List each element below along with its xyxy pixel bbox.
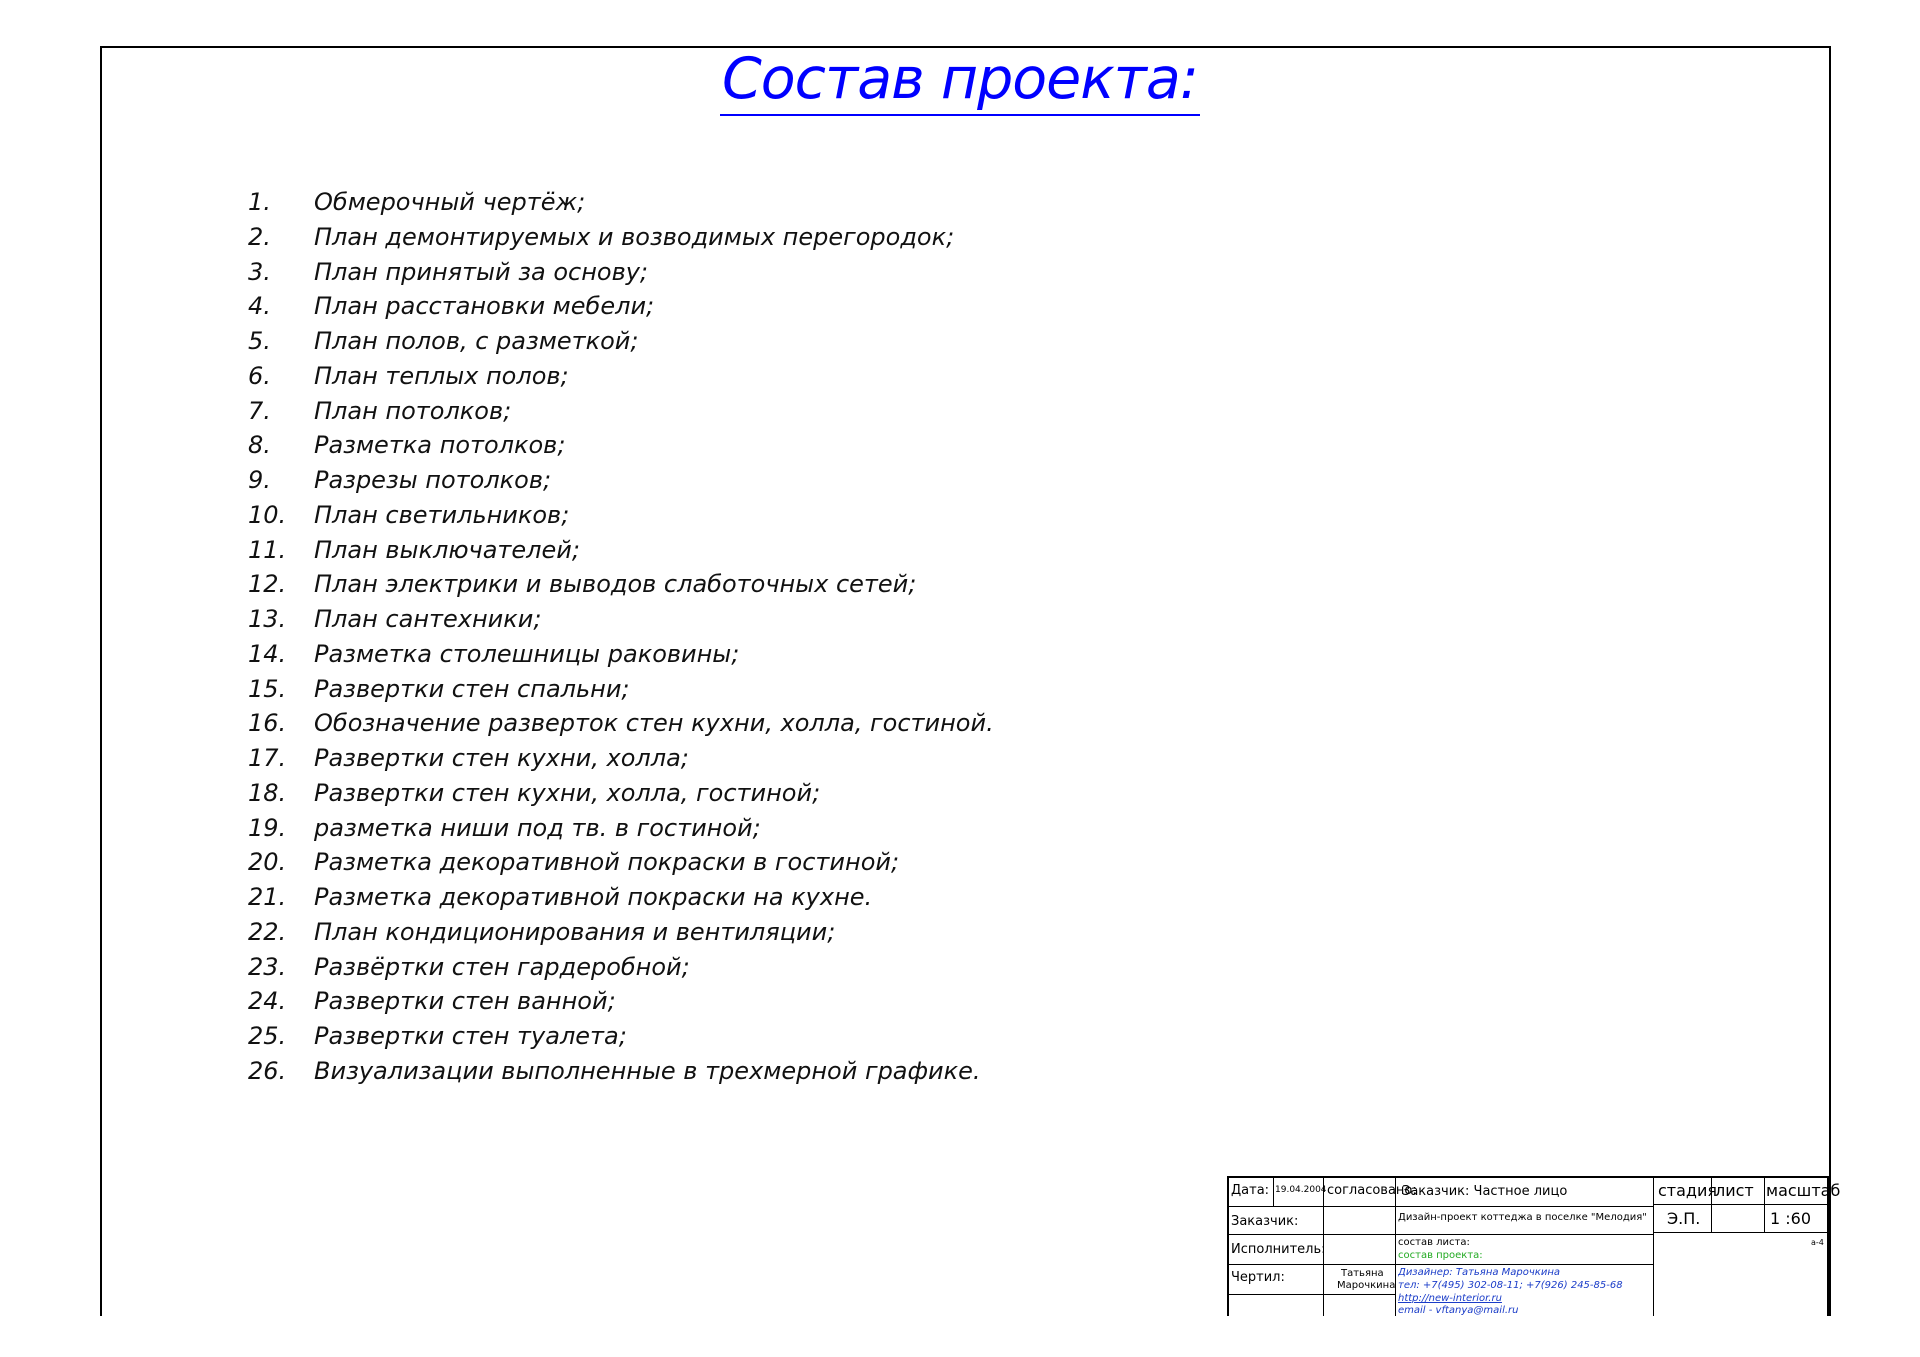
list-item-text: Разметка декоративной покраски на кухне. xyxy=(314,883,873,911)
list-item-number: 11. xyxy=(248,535,287,564)
page-title: Состав проекта: xyxy=(0,46,1920,116)
title-block xyxy=(1227,1176,1841,1316)
drawn-label: Чертил: xyxy=(1231,1270,1285,1285)
designer-line: Дизайнер: Татьяна Марочкина xyxy=(1398,1267,1560,1278)
list-item-text: Разметка декоративной покраски в гостиной; xyxy=(314,848,900,877)
list-item xyxy=(248,533,994,568)
list-item-number: 1. xyxy=(248,188,271,216)
list-item-number: 16. xyxy=(248,709,287,738)
list-item xyxy=(248,359,994,394)
sheet-content-value: состав проекта: xyxy=(1398,1250,1483,1261)
list-item xyxy=(248,741,994,776)
project-contents-list xyxy=(248,185,994,1089)
list-item xyxy=(248,428,994,463)
website-link[interactable]: http://new-interior.ru xyxy=(1398,1293,1502,1304)
list-item-text: План принятый за основу; xyxy=(314,257,649,286)
list-item xyxy=(248,289,994,324)
list-item xyxy=(248,1019,994,1054)
executor-label: Исполнитель: xyxy=(1231,1242,1326,1257)
list-item-number: 6. xyxy=(248,361,271,390)
list-item-number: 14. xyxy=(248,639,287,668)
scale-label: масштаб xyxy=(1766,1181,1841,1200)
agreed-label: согласовано: xyxy=(1327,1183,1417,1198)
list-item-text: Развертки стен спальни; xyxy=(314,674,630,703)
drawn-name-last: Марочкина xyxy=(1337,1280,1396,1291)
list-item-text: План выключателей; xyxy=(314,535,580,564)
project-name: Дизайн-проект коттеджа в поселке "Мелодия" xyxy=(1398,1212,1647,1223)
list-item xyxy=(248,984,994,1019)
list-item-number: 10. xyxy=(248,500,287,529)
list-item-text: Развертки стен туалета; xyxy=(314,1022,627,1050)
stage-value: Э.П. xyxy=(1667,1209,1701,1228)
list-item xyxy=(248,567,994,602)
list-item-text: План полов, с разметкой; xyxy=(314,327,639,355)
list-item-text: План расстановки мебели; xyxy=(314,292,655,321)
customer-line: Заказчик: Частное лицо xyxy=(1402,1184,1568,1199)
list-item-number: 21. xyxy=(248,883,287,911)
list-item xyxy=(248,950,994,985)
list-item-text: Разметка столешницы раковины; xyxy=(314,639,740,668)
scale-value: 1 :60 xyxy=(1770,1209,1812,1228)
list-item-number: 22. xyxy=(248,917,287,946)
list-item xyxy=(248,915,994,950)
list-item xyxy=(248,220,994,255)
list-item-number: 17. xyxy=(248,744,287,772)
list-item-text: План светильников; xyxy=(314,500,570,529)
list-item-number: 15. xyxy=(248,674,287,703)
list-item-text: План кондиционирования и вентиляции; xyxy=(314,917,836,946)
customer-label: Заказчик: xyxy=(1231,1214,1299,1229)
list-item-text: План теплых полов; xyxy=(314,361,569,390)
list-item-text: Развертки стен кухни, холла; xyxy=(314,744,689,772)
list-item xyxy=(248,672,994,707)
list-item-number: 8. xyxy=(248,431,271,460)
list-item xyxy=(248,637,994,672)
list-item xyxy=(248,706,994,741)
list-item-number: 7. xyxy=(248,396,271,425)
date-label: Дата: xyxy=(1231,1183,1270,1198)
list-item-number: 26. xyxy=(248,1056,287,1085)
list-item-number: 25. xyxy=(248,1022,287,1050)
list-item-number: 23. xyxy=(248,952,287,981)
list-item-number: 13. xyxy=(248,605,287,633)
format-label: а-4 xyxy=(1811,1238,1824,1247)
list-item xyxy=(248,602,994,637)
list-item xyxy=(248,394,994,429)
sheet-content-label: состав листа: xyxy=(1398,1237,1470,1248)
list-item-text: Развертки стен кухни, холла, гостиной; xyxy=(314,778,821,807)
list-item-number: 19. xyxy=(248,813,287,842)
phone-line: тел: +7(495) 302-08-11; +7(926) 245-85-68 xyxy=(1398,1280,1623,1291)
list-item xyxy=(248,880,994,915)
list-item-text: Разметка потолков; xyxy=(314,431,566,460)
list-item-text: Развертки стен ванной; xyxy=(314,987,616,1016)
list-item-text: План сантехники; xyxy=(314,605,542,633)
list-item xyxy=(248,185,994,220)
drawn-name-first: Татьяна xyxy=(1341,1268,1384,1279)
list-item xyxy=(248,255,994,290)
list-item-text: разметка ниши под тв. в гостиной; xyxy=(314,813,761,842)
list-item xyxy=(248,811,994,846)
stage-label: стадия xyxy=(1658,1181,1718,1200)
list-item-number: 24. xyxy=(248,987,287,1016)
list-item-number: 4. xyxy=(248,292,271,321)
list-item-number: 9. xyxy=(248,466,271,494)
list-item-number: 2. xyxy=(248,222,271,251)
date-value: 19.04.2004 xyxy=(1275,1185,1327,1195)
list-item-number: 5. xyxy=(248,327,271,355)
list-item-text: Визуализации выполненные в трехмерной графике. xyxy=(314,1056,981,1085)
email-line: email - vftanya@mail.ru xyxy=(1398,1305,1519,1316)
list-item xyxy=(248,324,994,359)
list-item-number: 12. xyxy=(248,570,287,599)
list-item xyxy=(248,776,994,811)
list-item-text: План электрики и выводов слаботочных сетей; xyxy=(314,570,917,599)
list-item-text: Развёртки стен гардеробной; xyxy=(314,952,690,981)
list-item-number: 18. xyxy=(248,778,287,807)
list-item-text: План демонтируемых и возводимых перегородок; xyxy=(314,222,955,251)
list-item xyxy=(248,498,994,533)
list-item-number: 20. xyxy=(248,848,287,877)
list-item xyxy=(248,845,994,880)
list-item-text: Разрезы потолков; xyxy=(314,466,552,494)
list-item-text: Обозначение разверток стен кухни, холла, гостиной. xyxy=(314,709,994,738)
list-item xyxy=(248,1054,994,1089)
list-item-text: Обмерочный чертёж; xyxy=(314,188,586,216)
list-item xyxy=(248,463,994,498)
list-item-number: 3. xyxy=(248,257,271,286)
sheet-label: лист xyxy=(1715,1181,1754,1200)
list-item-text: План потолков; xyxy=(314,396,512,425)
